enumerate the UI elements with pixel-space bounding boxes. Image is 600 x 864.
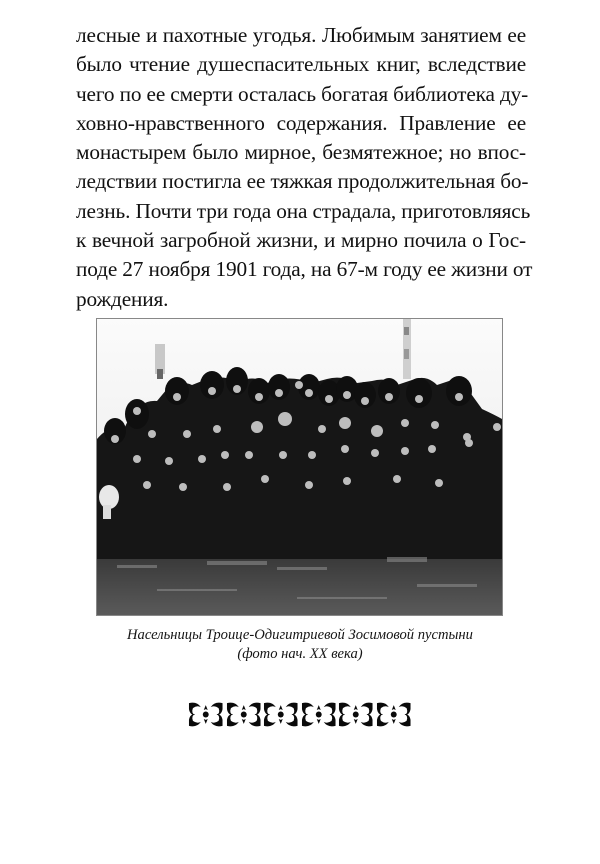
- caption-line-2: (фото нач. XX века): [237, 646, 363, 662]
- decorative-ornament-border: [187, 699, 412, 730]
- text-line: было чтение душеспасительных книг, вследствие: [76, 52, 526, 77]
- floral-ornament-icon: [300, 699, 338, 730]
- text-line: к вечной загробной жизни, и мирно почила о Гос-: [76, 228, 526, 253]
- floral-ornament-icon: [187, 699, 225, 730]
- group-photograph: [96, 318, 503, 616]
- text-line: лезнь. Почти три года она страдала, приготовляясь: [76, 198, 531, 223]
- text-line: монастырем было мирное, безмятежное; но впос-: [76, 140, 526, 165]
- photo-caption: [90, 626, 510, 664]
- text-line: ховно-нравственного содержания. Правление ее: [76, 110, 526, 135]
- text-line: ледствии постигла ее тяжкая продолжительная бо-: [76, 169, 529, 194]
- floral-ornament-icon: [375, 699, 413, 730]
- floral-ornament-icon: [262, 699, 300, 730]
- floral-ornament-icon: [337, 699, 375, 730]
- photo-illustration: [97, 319, 502, 615]
- floral-ornament-icon: [225, 699, 263, 730]
- body-paragraph: [76, 21, 533, 314]
- text-line: чего по ее смерти осталась богатая библиотека ду-: [76, 81, 529, 106]
- text-line: лесные и пахотные угодья. Любимым занятием ее: [76, 23, 526, 47]
- caption-line-1: Насельницы Троице-Одигитриевой Зосимовой пустыни: [127, 627, 473, 643]
- text-line: рождения.: [76, 286, 169, 311]
- text-line: поде 27 ноября 1901 года, на 67-м году ее жизни от: [76, 257, 533, 282]
